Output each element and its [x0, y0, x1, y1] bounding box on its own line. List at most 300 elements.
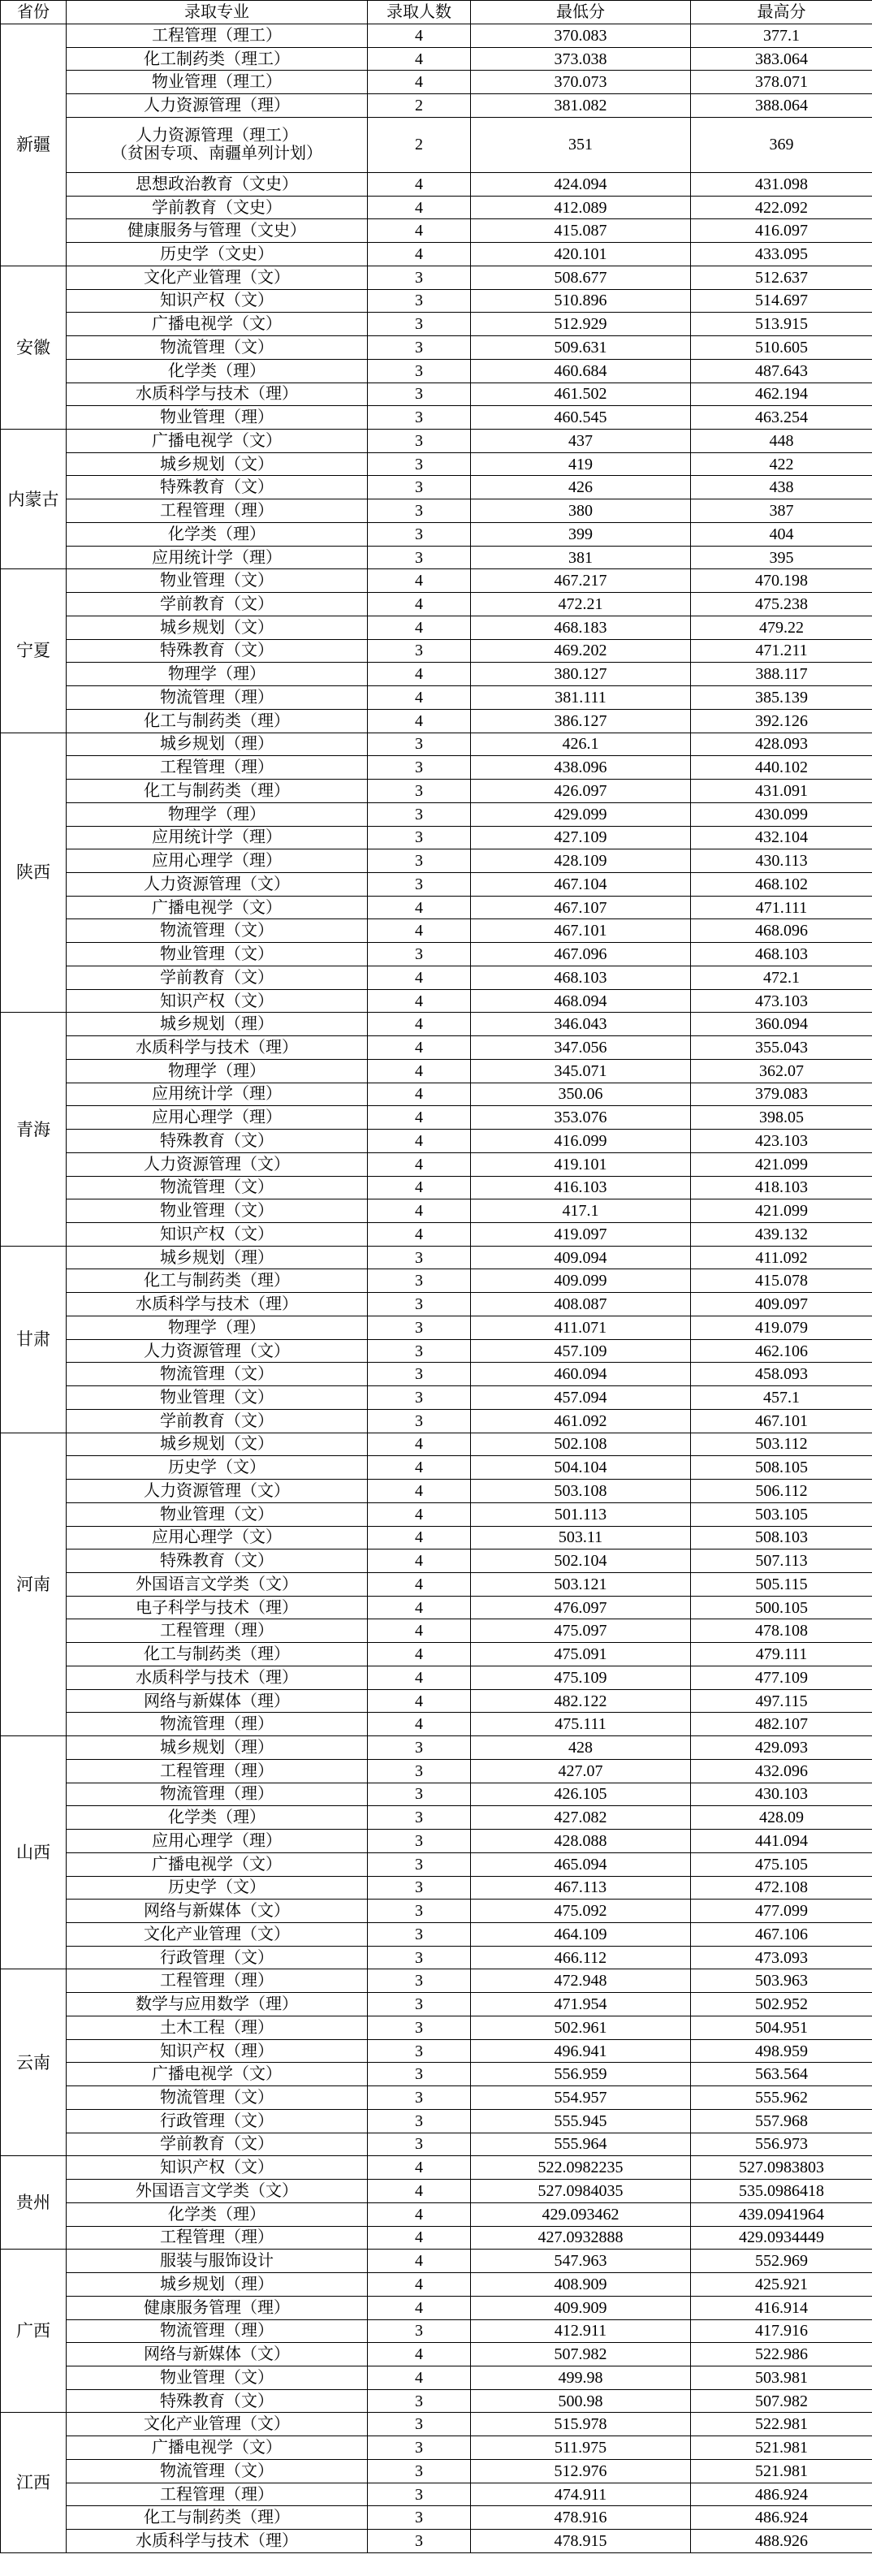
major-cell: 应用心理学（理）: [67, 1106, 368, 1130]
major-cell: 化学类（理）: [67, 1806, 368, 1830]
enrolled-count-cell: 4: [368, 1036, 471, 1060]
major-cell: 文化产业管理（文）: [67, 1923, 368, 1947]
major-cell: 文化产业管理（文）: [67, 2413, 368, 2436]
province-cell: 河南: [1, 1433, 67, 1736]
major-cell: 广播电视学（文）: [67, 430, 368, 453]
enrolled-count-cell: 3: [368, 1386, 471, 1410]
table-row: [1, 1316, 872, 1339]
table-row: [1, 593, 872, 616]
major-line: （贫困专项、南疆单列计划）: [111, 145, 322, 163]
enrolled-count-cell: 4: [368, 24, 471, 48]
min-score-cell: 380.127: [471, 663, 691, 686]
province-cell: 贵州: [1, 2156, 67, 2250]
major-cell: 历史学（文）: [67, 1456, 368, 1480]
table-row: [1, 2156, 872, 2180]
major-cell: 工程管理（理）: [67, 2226, 368, 2250]
enrolled-count-cell: 3: [368, 1409, 471, 1433]
max-score-cell: 418.103: [691, 1176, 872, 1199]
enrolled-count-cell: 3: [368, 359, 471, 383]
enrolled-count-cell: 4: [368, 1083, 471, 1106]
province-cell: 宁夏: [1, 569, 67, 733]
enrolled-count-cell: 3: [368, 1830, 471, 1853]
table-row: [1, 756, 872, 780]
min-score-cell: 503.11: [471, 1526, 691, 1549]
table-row: [1, 24, 872, 48]
province-cell: 安徽: [1, 266, 67, 429]
min-score-cell: 424.094: [471, 172, 691, 196]
max-score-cell: 468.103: [691, 943, 872, 966]
major-cell: 思想政治教育（文史）: [67, 172, 368, 196]
table-row: [1, 616, 872, 639]
max-score-cell: 468.102: [691, 872, 872, 896]
enrolled-count-cell: 3: [368, 826, 471, 849]
max-score-cell: 482.107: [691, 1713, 872, 1736]
table-row: [1, 1433, 872, 1456]
major-cell: 物业管理（文）: [67, 1199, 368, 1223]
table-row: [1, 452, 872, 476]
min-score-cell: 415.087: [471, 219, 691, 243]
table-row: [1, 1246, 872, 1269]
enrolled-count-cell: 4: [368, 1643, 471, 1666]
max-score-cell: 448: [691, 430, 872, 453]
max-score-cell: 522.986: [691, 2343, 872, 2366]
max-score-cell: 488.926: [691, 2530, 872, 2553]
max-score-cell: 507.982: [691, 2389, 872, 2413]
table-row: [1, 1736, 872, 1760]
enrolled-count-cell: 3: [368, 2086, 471, 2110]
enrolled-count-cell: 3: [368, 499, 471, 523]
table-row: [1, 2413, 872, 2436]
enrolled-count-cell: 2: [368, 117, 471, 172]
major-cell: 物流管理（文）: [67, 2086, 368, 2110]
max-score-cell: 419.079: [691, 1316, 872, 1339]
enrolled-count-cell: 4: [368, 1573, 471, 1597]
major-cell: 人力资源管理（文）: [67, 1339, 368, 1363]
min-score-cell: 472.948: [471, 1969, 691, 1993]
min-score-cell: 466.112: [471, 1946, 691, 1969]
max-score-cell: 486.924: [691, 2483, 872, 2506]
enrolled-count-cell: 4: [368, 2226, 471, 2250]
max-score-cell: 471.111: [691, 896, 872, 919]
major-cell: 物业管理（文）: [67, 1386, 368, 1410]
major-cell: 工程管理（理）: [67, 1759, 368, 1783]
min-score-cell: 474.911: [471, 2483, 691, 2506]
min-score-cell: 419.097: [471, 1222, 691, 1246]
enrolled-count-cell: 3: [368, 2109, 471, 2133]
min-score-cell: 527.0984035: [471, 2180, 691, 2203]
major-cell: 物理学（理）: [67, 663, 368, 686]
table-row: [1, 71, 872, 94]
table-row: [1, 1059, 872, 1083]
enrolled-count-cell: 3: [368, 313, 471, 336]
enrolled-count-cell: 3: [368, 2530, 471, 2553]
min-score-cell: 509.631: [471, 336, 691, 360]
max-score-cell: 388.117: [691, 663, 872, 686]
min-score-cell: 501.113: [471, 1502, 691, 1526]
max-score-cell: 503.981: [691, 2366, 872, 2389]
major-cell: 应用心理学（文）: [67, 1526, 368, 1549]
max-score-cell: 467.101: [691, 1409, 872, 1433]
major-cell: 水质科学与技术（理）: [67, 1666, 368, 1689]
major-cell: 特殊教育（文）: [67, 476, 368, 499]
max-score-cell: 411.092: [691, 1246, 872, 1269]
max-score-cell: 473.103: [691, 989, 872, 1013]
major-cell: 城乡规划（文）: [67, 616, 368, 639]
min-score-cell: 555.945: [471, 2109, 691, 2133]
major-cell: 土木工程（理）: [67, 2016, 368, 2039]
table-row: [1, 499, 872, 523]
enrolled-count-cell: 4: [368, 219, 471, 243]
min-score-cell: 475.097: [471, 1619, 691, 1643]
table-row: [1, 1339, 872, 1363]
table-row: [1, 1923, 872, 1947]
table-row: [1, 522, 872, 546]
header-major: 录取专业: [67, 1, 368, 24]
major-cell: 水质科学与技术（理）: [67, 1036, 368, 1060]
enrolled-count-cell: 4: [368, 616, 471, 639]
enrolled-count-cell: 4: [368, 243, 471, 266]
max-score-cell: 477.109: [691, 1666, 872, 1689]
table-row: [1, 1013, 872, 1036]
min-score-cell: 500.98: [471, 2389, 691, 2413]
major-cell: 应用心理学（理）: [67, 849, 368, 873]
major-cell: 物业管理（文）: [67, 1502, 368, 1526]
enrolled-count-cell: 3: [368, 2413, 471, 2436]
max-score-cell: 438: [691, 476, 872, 499]
major-cell: [67, 117, 368, 172]
max-score-cell: 510.605: [691, 336, 872, 360]
table-row: [1, 1876, 872, 1900]
enrolled-count-cell: 4: [368, 2250, 471, 2273]
min-score-cell: 438.096: [471, 756, 691, 780]
major-cell: 文化产业管理（文）: [67, 266, 368, 289]
enrolled-count-cell: 3: [368, 1923, 471, 1947]
max-score-cell: 432.096: [691, 1759, 872, 1783]
table-row: [1, 1409, 872, 1433]
min-score-cell: 503.121: [471, 1573, 691, 1597]
enrolled-count-cell: 3: [368, 1783, 471, 1806]
min-score-cell: 467.107: [471, 896, 691, 919]
table-row: [1, 2366, 872, 2389]
major-cell: 化工与制药类（理）: [67, 2506, 368, 2530]
major-cell: 特殊教育（文）: [67, 639, 368, 663]
min-score-cell: 471.954: [471, 1993, 691, 2016]
max-score-cell: 475.238: [691, 593, 872, 616]
max-score-cell: 473.093: [691, 1946, 872, 1969]
enrolled-count-cell: 4: [368, 896, 471, 919]
table-row: [1, 313, 872, 336]
min-score-cell: 468.103: [471, 966, 691, 989]
enrolled-count-cell: 4: [368, 2202, 471, 2226]
max-score-cell: 458.093: [691, 1363, 872, 1386]
major-line: 人力资源管理（理工）: [136, 127, 298, 145]
header-enrolled-count: 录取人数: [368, 1, 471, 24]
enrolled-count-cell: 4: [368, 1480, 471, 1503]
table-row: [1, 2506, 872, 2530]
enrolled-count-cell: 4: [368, 1713, 471, 1736]
major-cell: 学前教育（文）: [67, 593, 368, 616]
min-score-cell: 465.094: [471, 1852, 691, 1876]
table-row: [1, 336, 872, 360]
header-min-score: 最低分: [471, 1, 691, 24]
max-score-cell: 379.083: [691, 1083, 872, 1106]
max-score-cell: 417.916: [691, 2319, 872, 2343]
min-score-cell: 426.097: [471, 780, 691, 803]
table-row: [1, 826, 872, 849]
major-cell: 人力资源管理（理）: [67, 94, 368, 118]
max-score-cell: 527.0983803: [691, 2156, 872, 2180]
max-score-cell: 508.105: [691, 1456, 872, 1480]
min-score-cell: 408.087: [471, 1293, 691, 1316]
table-row: [1, 709, 872, 733]
max-score-cell: 498.959: [691, 2039, 872, 2063]
min-score-cell: 416.103: [471, 1176, 691, 1199]
major-cell: 人力资源管理（文）: [67, 1152, 368, 1176]
min-score-cell: 547.963: [471, 2250, 691, 2273]
enrolled-count-cell: 4: [368, 1222, 471, 1246]
max-score-cell: 416.097: [691, 219, 872, 243]
table-row: [1, 989, 872, 1013]
table-row: [1, 1549, 872, 1573]
max-score-cell: 514.697: [691, 289, 872, 313]
enrolled-count-cell: 3: [368, 1852, 471, 1876]
major-cell: 知识产权（文）: [67, 989, 368, 1013]
max-score-cell: 522.981: [691, 2413, 872, 2436]
enrolled-count-cell: 3: [368, 2389, 471, 2413]
major-cell: 物理学（理）: [67, 1059, 368, 1083]
min-score-cell: 437: [471, 430, 691, 453]
table-row: [1, 1152, 872, 1176]
enrolled-count-cell: 4: [368, 1549, 471, 1573]
table-body: [1, 24, 872, 2553]
min-score-cell: 427.07: [471, 1759, 691, 1783]
enrolled-count-cell: 3: [368, 2459, 471, 2483]
enrolled-count-cell: 3: [368, 1269, 471, 1293]
major-cell: 健康服务与管理（文史）: [67, 219, 368, 243]
enrolled-count-cell: 4: [368, 1502, 471, 1526]
major-cell: 历史学（文史）: [67, 243, 368, 266]
enrolled-count-cell: 3: [368, 2506, 471, 2530]
table-row: [1, 1456, 872, 1480]
table-row: [1, 1993, 872, 2016]
table-row: [1, 1689, 872, 1713]
header-max-score: 最高分: [691, 1, 872, 24]
table-row: [1, 2389, 872, 2413]
enrolled-count-cell: 3: [368, 1316, 471, 1339]
enrolled-count-cell: 3: [368, 1806, 471, 1830]
major-cell: 广播电视学（文）: [67, 313, 368, 336]
enrolled-count-cell: 3: [368, 1293, 471, 1316]
table-row: [1, 1852, 872, 1876]
enrolled-count-cell: 4: [368, 2156, 471, 2180]
min-score-cell: 460.094: [471, 1363, 691, 1386]
table-row: [1, 2250, 872, 2273]
enrolled-count-cell: 3: [368, 849, 471, 873]
max-score-cell: 535.0986418: [691, 2180, 872, 2203]
min-score-cell: 478.916: [471, 2506, 691, 2530]
table-row: [1, 289, 872, 313]
major-cell: 城乡规划（理）: [67, 1736, 368, 1760]
max-score-cell: 557.968: [691, 2109, 872, 2133]
table-row: [1, 1666, 872, 1689]
min-score-cell: 502.961: [471, 2016, 691, 2039]
max-score-cell: 462.194: [691, 383, 872, 406]
table-row: [1, 2459, 872, 2483]
major-cell: 应用统计学（理）: [67, 826, 368, 849]
table-row: [1, 639, 872, 663]
min-score-cell: 381.111: [471, 686, 691, 710]
major-cell: 水质科学与技术（理）: [67, 383, 368, 406]
table-row: [1, 2296, 872, 2319]
max-score-cell: 457.1: [691, 1386, 872, 1410]
table-row: [1, 1526, 872, 1549]
major-cell: 化工与制药类（理）: [67, 709, 368, 733]
major-cell: 广播电视学（文）: [67, 2436, 368, 2460]
min-score-cell: 515.978: [471, 2413, 691, 2436]
min-score-cell: 417.1: [471, 1199, 691, 1223]
min-score-cell: 555.964: [471, 2133, 691, 2156]
max-score-cell: 441.094: [691, 1830, 872, 1853]
enrolled-count-cell: 4: [368, 1666, 471, 1689]
province-cell: 青海: [1, 1013, 67, 1246]
max-score-cell: 471.211: [691, 639, 872, 663]
min-score-cell: 428.088: [471, 1830, 691, 1853]
table-row: [1, 1643, 872, 1666]
table-row: [1, 1269, 872, 1293]
enrolled-count-cell: 4: [368, 919, 471, 943]
major-cell: 特殊教育（文）: [67, 1130, 368, 1153]
min-score-cell: 510.896: [471, 289, 691, 313]
enrolled-count-cell: 4: [368, 593, 471, 616]
major-cell: 学前教育（文）: [67, 2133, 368, 2156]
major-cell: 物业管理（理）: [67, 406, 368, 430]
max-score-cell: 392.126: [691, 709, 872, 733]
min-score-cell: 353.076: [471, 1106, 691, 1130]
province-cell: 陕西: [1, 733, 67, 1013]
major-cell: 数学与应用数学（理）: [67, 1993, 368, 2016]
min-score-cell: 419: [471, 452, 691, 476]
min-score-cell: 461.502: [471, 383, 691, 406]
enrolled-count-cell: 3: [368, 2133, 471, 2156]
min-score-cell: 429.099: [471, 802, 691, 826]
table-row: [1, 219, 872, 243]
table-row: [1, 2086, 872, 2110]
major-cell: 城乡规划（理）: [67, 2273, 368, 2297]
max-score-cell: 475.105: [691, 1852, 872, 1876]
table-row: [1, 1480, 872, 1503]
min-score-cell: 556.959: [471, 2063, 691, 2086]
min-score-cell: 472.21: [471, 593, 691, 616]
min-score-cell: 350.06: [471, 1083, 691, 1106]
enrolled-count-cell: 3: [368, 266, 471, 289]
enrolled-count-cell: 4: [368, 1176, 471, 1199]
enrolled-count-cell: 4: [368, 663, 471, 686]
major-cell: 应用统计学（理）: [67, 546, 368, 569]
max-score-cell: 428.093: [691, 733, 872, 756]
major-cell: 化学类（理）: [67, 359, 368, 383]
major-cell: 工程管理（理）: [67, 2483, 368, 2506]
min-score-cell: 370.083: [471, 24, 691, 48]
max-score-cell: 416.914: [691, 2296, 872, 2319]
min-score-cell: 380: [471, 499, 691, 523]
enrolled-count-cell: 3: [368, 639, 471, 663]
min-score-cell: 502.104: [471, 1549, 691, 1573]
min-score-cell: 467.113: [471, 1876, 691, 1900]
enrolled-count-cell: 4: [368, 709, 471, 733]
table-row: [1, 1176, 872, 1199]
min-score-cell: 428.109: [471, 849, 691, 873]
table-row: [1, 1222, 872, 1246]
major-cell: 物流管理（文）: [67, 1176, 368, 1199]
table-row: [1, 1759, 872, 1783]
min-score-cell: 429.093462: [471, 2202, 691, 2226]
major-cell: 物流管理（理）: [67, 1713, 368, 1736]
enrolled-count-cell: 4: [368, 1013, 471, 1036]
max-score-cell: 497.115: [691, 1689, 872, 1713]
major-cell: 工程管理（理工）: [67, 24, 368, 48]
min-score-cell: 460.545: [471, 406, 691, 430]
major-cell: 物流管理（文）: [67, 2459, 368, 2483]
min-score-cell: 386.127: [471, 709, 691, 733]
enrolled-count-cell: 3: [368, 452, 471, 476]
major-cell: 网络与新媒体（文）: [67, 1900, 368, 1923]
major-cell: 学前教育（文）: [67, 966, 368, 989]
max-score-cell: 513.915: [691, 313, 872, 336]
province-cell: 山西: [1, 1736, 67, 1969]
table-row: [1, 1036, 872, 1060]
major-cell: 化工制药类（理工）: [67, 47, 368, 71]
enrolled-count-cell: 3: [368, 1759, 471, 1783]
province-cell: 广西: [1, 2250, 67, 2413]
table-row: [1, 733, 872, 756]
major-cell: 行政管理（文）: [67, 2109, 368, 2133]
enrolled-count-cell: 3: [368, 2039, 471, 2063]
max-score-cell: 502.952: [691, 1993, 872, 2016]
enrolled-count-cell: 4: [368, 569, 471, 593]
max-score-cell: 487.643: [691, 359, 872, 383]
max-score-cell: 504.951: [691, 2016, 872, 2039]
max-score-cell: 378.071: [691, 71, 872, 94]
max-score-cell: 468.096: [691, 919, 872, 943]
table-row: [1, 1293, 872, 1316]
max-score-cell: 383.064: [691, 47, 872, 71]
table-row: [1, 2202, 872, 2226]
enrolled-count-cell: 3: [368, 1363, 471, 1386]
enrolled-count-cell: 3: [368, 1969, 471, 1993]
min-score-cell: 467.217: [471, 569, 691, 593]
major-cell: 外国语言文学类（文）: [67, 1573, 368, 1597]
min-score-cell: 347.056: [471, 1036, 691, 1060]
max-score-cell: 440.102: [691, 756, 872, 780]
min-score-cell: 512.976: [471, 2459, 691, 2483]
min-score-cell: 475.109: [471, 1666, 691, 1689]
max-score-cell: 425.921: [691, 2273, 872, 2297]
major-cell: 城乡规划（文）: [67, 452, 368, 476]
enrolled-count-cell: 4: [368, 196, 471, 219]
enrolled-count-cell: 3: [368, 2436, 471, 2460]
table-row: [1, 569, 872, 593]
table-row: [1, 872, 872, 896]
min-score-cell: 420.101: [471, 243, 691, 266]
max-score-cell: 404: [691, 522, 872, 546]
min-score-cell: 508.677: [471, 266, 691, 289]
min-score-cell: 412.089: [471, 196, 691, 219]
max-score-cell: 477.099: [691, 1900, 872, 1923]
max-score-cell: 503.105: [691, 1502, 872, 1526]
major-cell: 水质科学与技术（理）: [67, 2530, 368, 2553]
max-score-cell: 507.113: [691, 1549, 872, 1573]
min-score-cell: 411.071: [471, 1316, 691, 1339]
